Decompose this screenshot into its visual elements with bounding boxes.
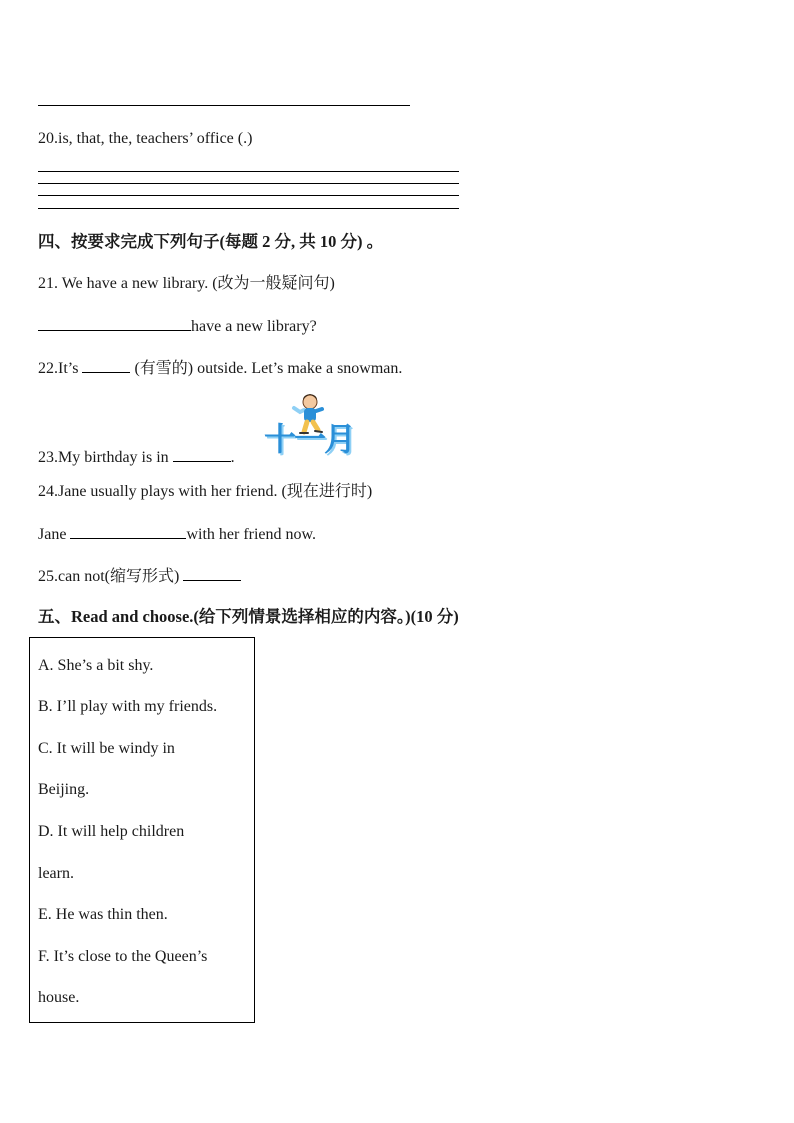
- choice-line: A. She’s a bit shy.: [38, 657, 154, 674]
- choice-line: learn.: [38, 865, 74, 882]
- question-21: 21. We have a new library. (改为一般疑问句): [38, 275, 335, 292]
- section-4-title: 四、按要求完成下列句子(每题 2 分, 共 10 分) 。: [38, 232, 384, 251]
- choice-line: F. It’s close to the Queen’s: [38, 948, 208, 965]
- blank-22[interactable]: [82, 358, 130, 373]
- question-23: [38, 447, 235, 468]
- question-24: 24.Jane usually plays with her friend. (现在进行时): [38, 483, 373, 500]
- blank-23[interactable]: [173, 447, 231, 462]
- question-21-answer: [38, 316, 317, 337]
- choice-line: D. It will help children: [38, 823, 185, 840]
- question-25: [38, 566, 241, 587]
- question-20: 20.is, that, the, teachers’ office (.): [38, 130, 253, 147]
- question-23-prefix: 23.My birthday is in: [38, 449, 169, 466]
- question-23-suffix: .: [230, 449, 235, 466]
- question-22-prefix: 22.It’s: [38, 360, 79, 377]
- answer-line-20-1[interactable]: [38, 171, 459, 172]
- answer-line-20-3[interactable]: [38, 195, 459, 196]
- answer-line-20-4[interactable]: [38, 208, 459, 209]
- choice-line: E. He was thin then.: [38, 906, 168, 923]
- question-24-answer: [38, 524, 316, 545]
- section-5-title-en: 五、Read and choose.: [38, 607, 194, 626]
- choice-line: Beijing.: [38, 781, 90, 798]
- answer-24-suffix: with her friend now.: [186, 526, 317, 543]
- question-22-suffix: (有雪的) outside. Let’s make a snowman.: [134, 360, 403, 377]
- question-25-prompt: 25.can not(缩写形式): [38, 568, 180, 585]
- question-22: [38, 358, 402, 379]
- section-5-title-cn: (给下列情景选择相应的内容。)(10 分): [193, 607, 459, 626]
- choices-box: [29, 637, 255, 1023]
- answer-24-prefix: Jane: [38, 526, 67, 543]
- answer-21-suffix: have a new library?: [191, 318, 317, 335]
- answer-line-20-2[interactable]: [38, 183, 459, 184]
- choice-line: B. I’ll play with my friends.: [38, 698, 218, 715]
- section-5-title: [38, 607, 459, 627]
- blank-21[interactable]: [38, 316, 191, 331]
- november-picture-text: 十一月: [264, 420, 355, 458]
- blank-24[interactable]: [70, 524, 186, 539]
- choice-line: house.: [38, 989, 80, 1006]
- november-picture: [260, 388, 360, 463]
- choice-line: C. It will be windy in: [38, 740, 175, 757]
- blank-25[interactable]: [183, 566, 241, 581]
- answer-line-19[interactable]: [38, 105, 410, 106]
